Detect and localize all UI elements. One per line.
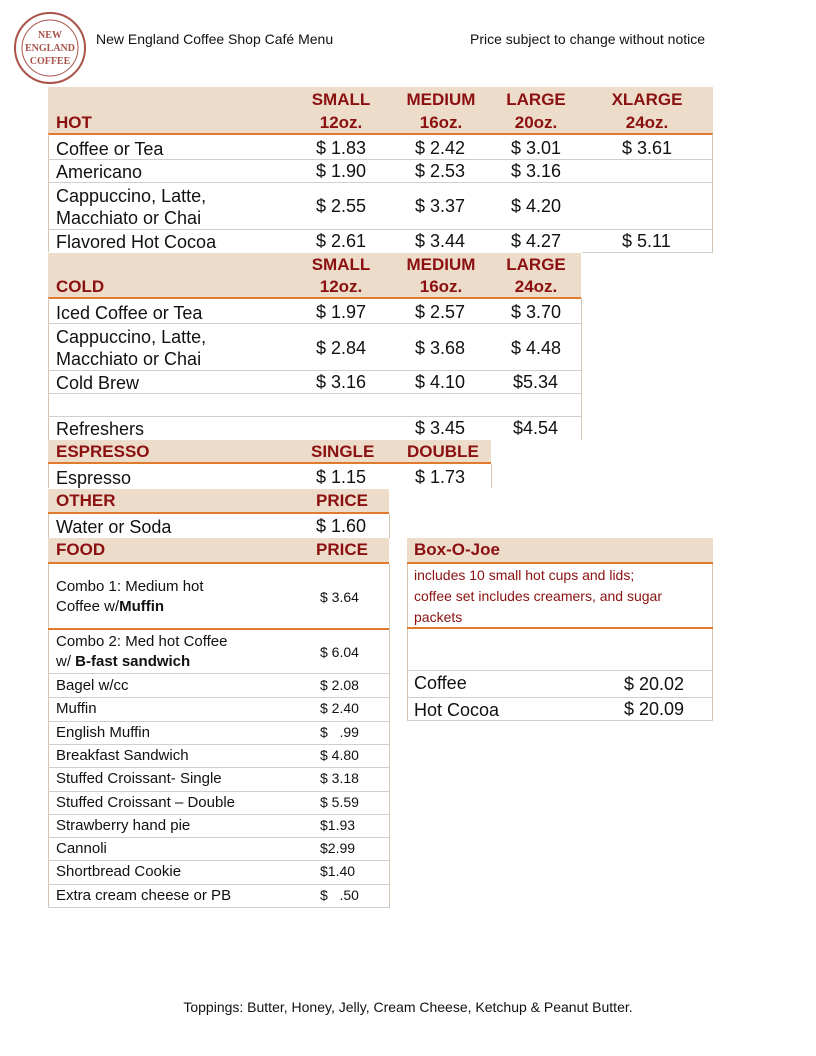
box-header-rule [407, 562, 713, 564]
svg-text:ENGLAND: ENGLAND [24, 43, 76, 54]
menu-price: $ 1.83 [316, 138, 367, 158]
row-divider [48, 159, 713, 160]
food-price: $2.99 [320, 840, 356, 856]
row-divider [48, 837, 389, 838]
menu-title: New England Coffee Shop Café Menu [96, 31, 334, 47]
menu-price: $ 1.90 [316, 161, 367, 181]
hot-right-border [712, 134, 713, 252]
menu-price: $ 2.53 [415, 161, 466, 181]
hot-oz-large: 20oz. [514, 113, 558, 132]
espresso-heading: ESPRESSO [56, 442, 150, 461]
menu-item: Americano [56, 162, 143, 182]
food-header-rule [48, 562, 389, 564]
row-divider [407, 720, 713, 721]
cold-oz-large: 24oz. [514, 277, 558, 296]
box-price: $ 20.09 [624, 699, 685, 719]
menu-price: $ 3.37 [415, 196, 466, 216]
food-item: Muffin [56, 700, 97, 717]
hot-oz-small: 12oz. [319, 113, 363, 132]
food-right-border [389, 564, 390, 908]
combo2-bold-item: B-fast sandwich [75, 653, 191, 670]
food-item: Bagel w/cc [56, 677, 129, 694]
espresso-right-border [491, 464, 492, 488]
menu-price: $ 3.61 [622, 138, 673, 158]
box-heading: Box-O-Joe [414, 540, 500, 559]
combo1-line1: Combo 1: Medium hot [56, 578, 204, 595]
row-divider [48, 416, 581, 417]
row-divider [48, 182, 713, 183]
menu-price: $ 3.45 [415, 418, 466, 438]
menu-price: $ 2.84 [316, 338, 367, 358]
cold-header-rule [48, 297, 581, 299]
other-heading: OTHER [56, 491, 116, 510]
menu-item: Refreshers [56, 419, 145, 439]
food-price: $1.40 [320, 863, 356, 879]
hot-oz-medium: 16oz. [419, 113, 463, 132]
food-item: Strawberry hand pie [56, 817, 191, 834]
cold-size-large: LARGE [506, 255, 566, 274]
cold-heading: COLD [56, 277, 105, 296]
row-divider [407, 670, 713, 671]
menu-price: $ 2.61 [316, 231, 367, 251]
menu-item: Coffee or Tea [56, 139, 164, 159]
combo2-line2: w/ [56, 653, 76, 670]
food-price: $ 4.80 [320, 747, 359, 763]
combo2-line1: Combo 2: Med hot Coffee [56, 633, 228, 650]
menu-price: $ 4.27 [511, 231, 562, 251]
toppings-footer: Toppings: Butter, Honey, Jelly, Cream Cheese, Ketchup & Peanut Butter. [183, 999, 633, 1015]
menu-item: Espresso [56, 468, 132, 488]
box-note-rule [407, 627, 713, 629]
combo1-line2: Coffee w/ [56, 598, 120, 615]
menu-price: $ 4.10 [415, 372, 466, 392]
menu-price: $5.34 [513, 372, 559, 392]
food-price: $1.93 [320, 817, 356, 833]
menu-price: $ 1.97 [316, 302, 367, 322]
menu-price: $ 3.70 [511, 302, 562, 322]
hot-oz-xlarge: 24oz. [625, 113, 669, 132]
menu-price: $ 2.57 [415, 302, 466, 322]
other-left-border [48, 514, 49, 538]
hot-header-rule [48, 133, 713, 135]
cold-oz-medium: 16oz. [419, 277, 463, 296]
menu-price: $ 3.68 [415, 338, 466, 358]
cold-left-border [48, 298, 49, 440]
box-note-line2: coffee set includes creamers, and sugar [414, 588, 662, 604]
food-price: $ .99 [320, 724, 359, 740]
hot-size-medium: MEDIUM [406, 90, 476, 109]
espresso-header-rule [48, 462, 491, 464]
food-item: Cannoli [56, 840, 107, 857]
cold-right-border [581, 298, 582, 440]
price-notice: Price subject to change without notice [470, 31, 706, 47]
hot-size-large: LARGE [506, 90, 566, 109]
cold-size-small: SMALL [311, 255, 371, 274]
espresso-col-double: DOUBLE [407, 442, 479, 461]
svg-text:COFFEE: COFFEE [29, 56, 71, 67]
menu-price: $ 4.48 [511, 338, 562, 358]
menu-price: $4.54 [513, 418, 559, 438]
menu-price: $ 4.20 [511, 196, 562, 216]
food-price: $ 3.18 [320, 770, 359, 786]
menu-price: $ 1.60 [316, 516, 367, 536]
menu-price: $ 5.11 [622, 231, 671, 251]
menu-price: $ 2.42 [415, 138, 466, 158]
food-price: $ 2.08 [320, 677, 359, 693]
row-divider [48, 370, 581, 371]
food-item: Extra cream cheese or PB [56, 887, 232, 904]
menu-item-line2: Macchiato or Chai [56, 208, 202, 228]
menu-price: $ 1.15 [316, 467, 367, 487]
menu-price: $ 3.16 [316, 372, 367, 392]
food-item: Shortbread Cookie [56, 863, 182, 880]
combo1-bold-item: Muffin [119, 598, 165, 615]
menu-price: $ 2.55 [316, 196, 367, 216]
food-item: Stuffed Croissant- Single [56, 770, 222, 787]
row-divider [48, 673, 389, 674]
row-divider [582, 252, 713, 253]
other-header-rule [48, 512, 389, 514]
food-item: Breakfast Sandwich [56, 747, 189, 764]
row-divider [48, 860, 389, 861]
cold-size-medium: MEDIUM [406, 255, 476, 274]
menu-item: Flavored Hot Cocoa [56, 232, 217, 252]
espresso-left-border [48, 464, 49, 488]
cold-oz-small: 12oz. [319, 277, 363, 296]
row-divider [48, 907, 389, 908]
new-england-coffee-logo [13, 11, 87, 85]
box-item: Coffee [414, 673, 467, 693]
menu-item-line2: Macchiato or Chai [56, 349, 202, 369]
menu-price: $ 3.01 [511, 138, 562, 158]
hot-size-xlarge: XLARGE [611, 90, 683, 109]
row-divider [48, 323, 581, 324]
other-right-border [389, 514, 390, 538]
svg-text:NEW: NEW [38, 30, 62, 41]
menu-item: Cappuccino, Latte, [56, 186, 207, 206]
combo-divider [48, 628, 389, 630]
row-divider [48, 814, 389, 815]
box-price: $ 20.02 [624, 674, 685, 694]
row-divider [48, 393, 581, 394]
menu-item: Cappuccino, Latte, [56, 327, 207, 347]
food-left-border [48, 564, 49, 908]
menu-price: $ 1.73 [415, 467, 466, 487]
food-item: Stuffed Croissant – Double [56, 794, 235, 811]
row-divider [48, 884, 389, 885]
row-divider [48, 721, 389, 722]
food-item: English Muffin [56, 724, 150, 741]
menu-price: $ 3.64 [320, 589, 359, 605]
box-item: Hot Cocoa [414, 700, 500, 720]
row-divider [48, 791, 389, 792]
menu-item: Iced Coffee or Tea [56, 303, 203, 323]
row-divider [48, 229, 713, 230]
hot-size-small: SMALL [311, 90, 371, 109]
espresso-col-single: SINGLE [311, 442, 375, 461]
food-col-price: PRICE [316, 540, 368, 559]
menu-price: $ 3.44 [415, 231, 466, 251]
menu-item: Cold Brew [56, 373, 140, 393]
food-price: $ 2.40 [320, 700, 359, 716]
hot-left-border [48, 134, 49, 252]
hot-heading: HOT [56, 113, 92, 132]
menu-price: $ 6.04 [320, 644, 359, 660]
food-heading: FOOD [56, 540, 106, 559]
row-divider [48, 697, 389, 698]
other-col-price: PRICE [316, 491, 368, 510]
box-note-line3: packets [414, 609, 463, 625]
food-price: $ 5.59 [320, 794, 359, 810]
row-divider [48, 767, 389, 768]
menu-item: Water or Soda [56, 517, 172, 537]
box-note-line1: includes 10 small hot cups and lids; [414, 567, 635, 583]
menu-price: $ 3.16 [511, 161, 562, 181]
row-divider [48, 744, 389, 745]
food-price: $ .50 [320, 887, 359, 903]
row-divider [407, 697, 713, 698]
